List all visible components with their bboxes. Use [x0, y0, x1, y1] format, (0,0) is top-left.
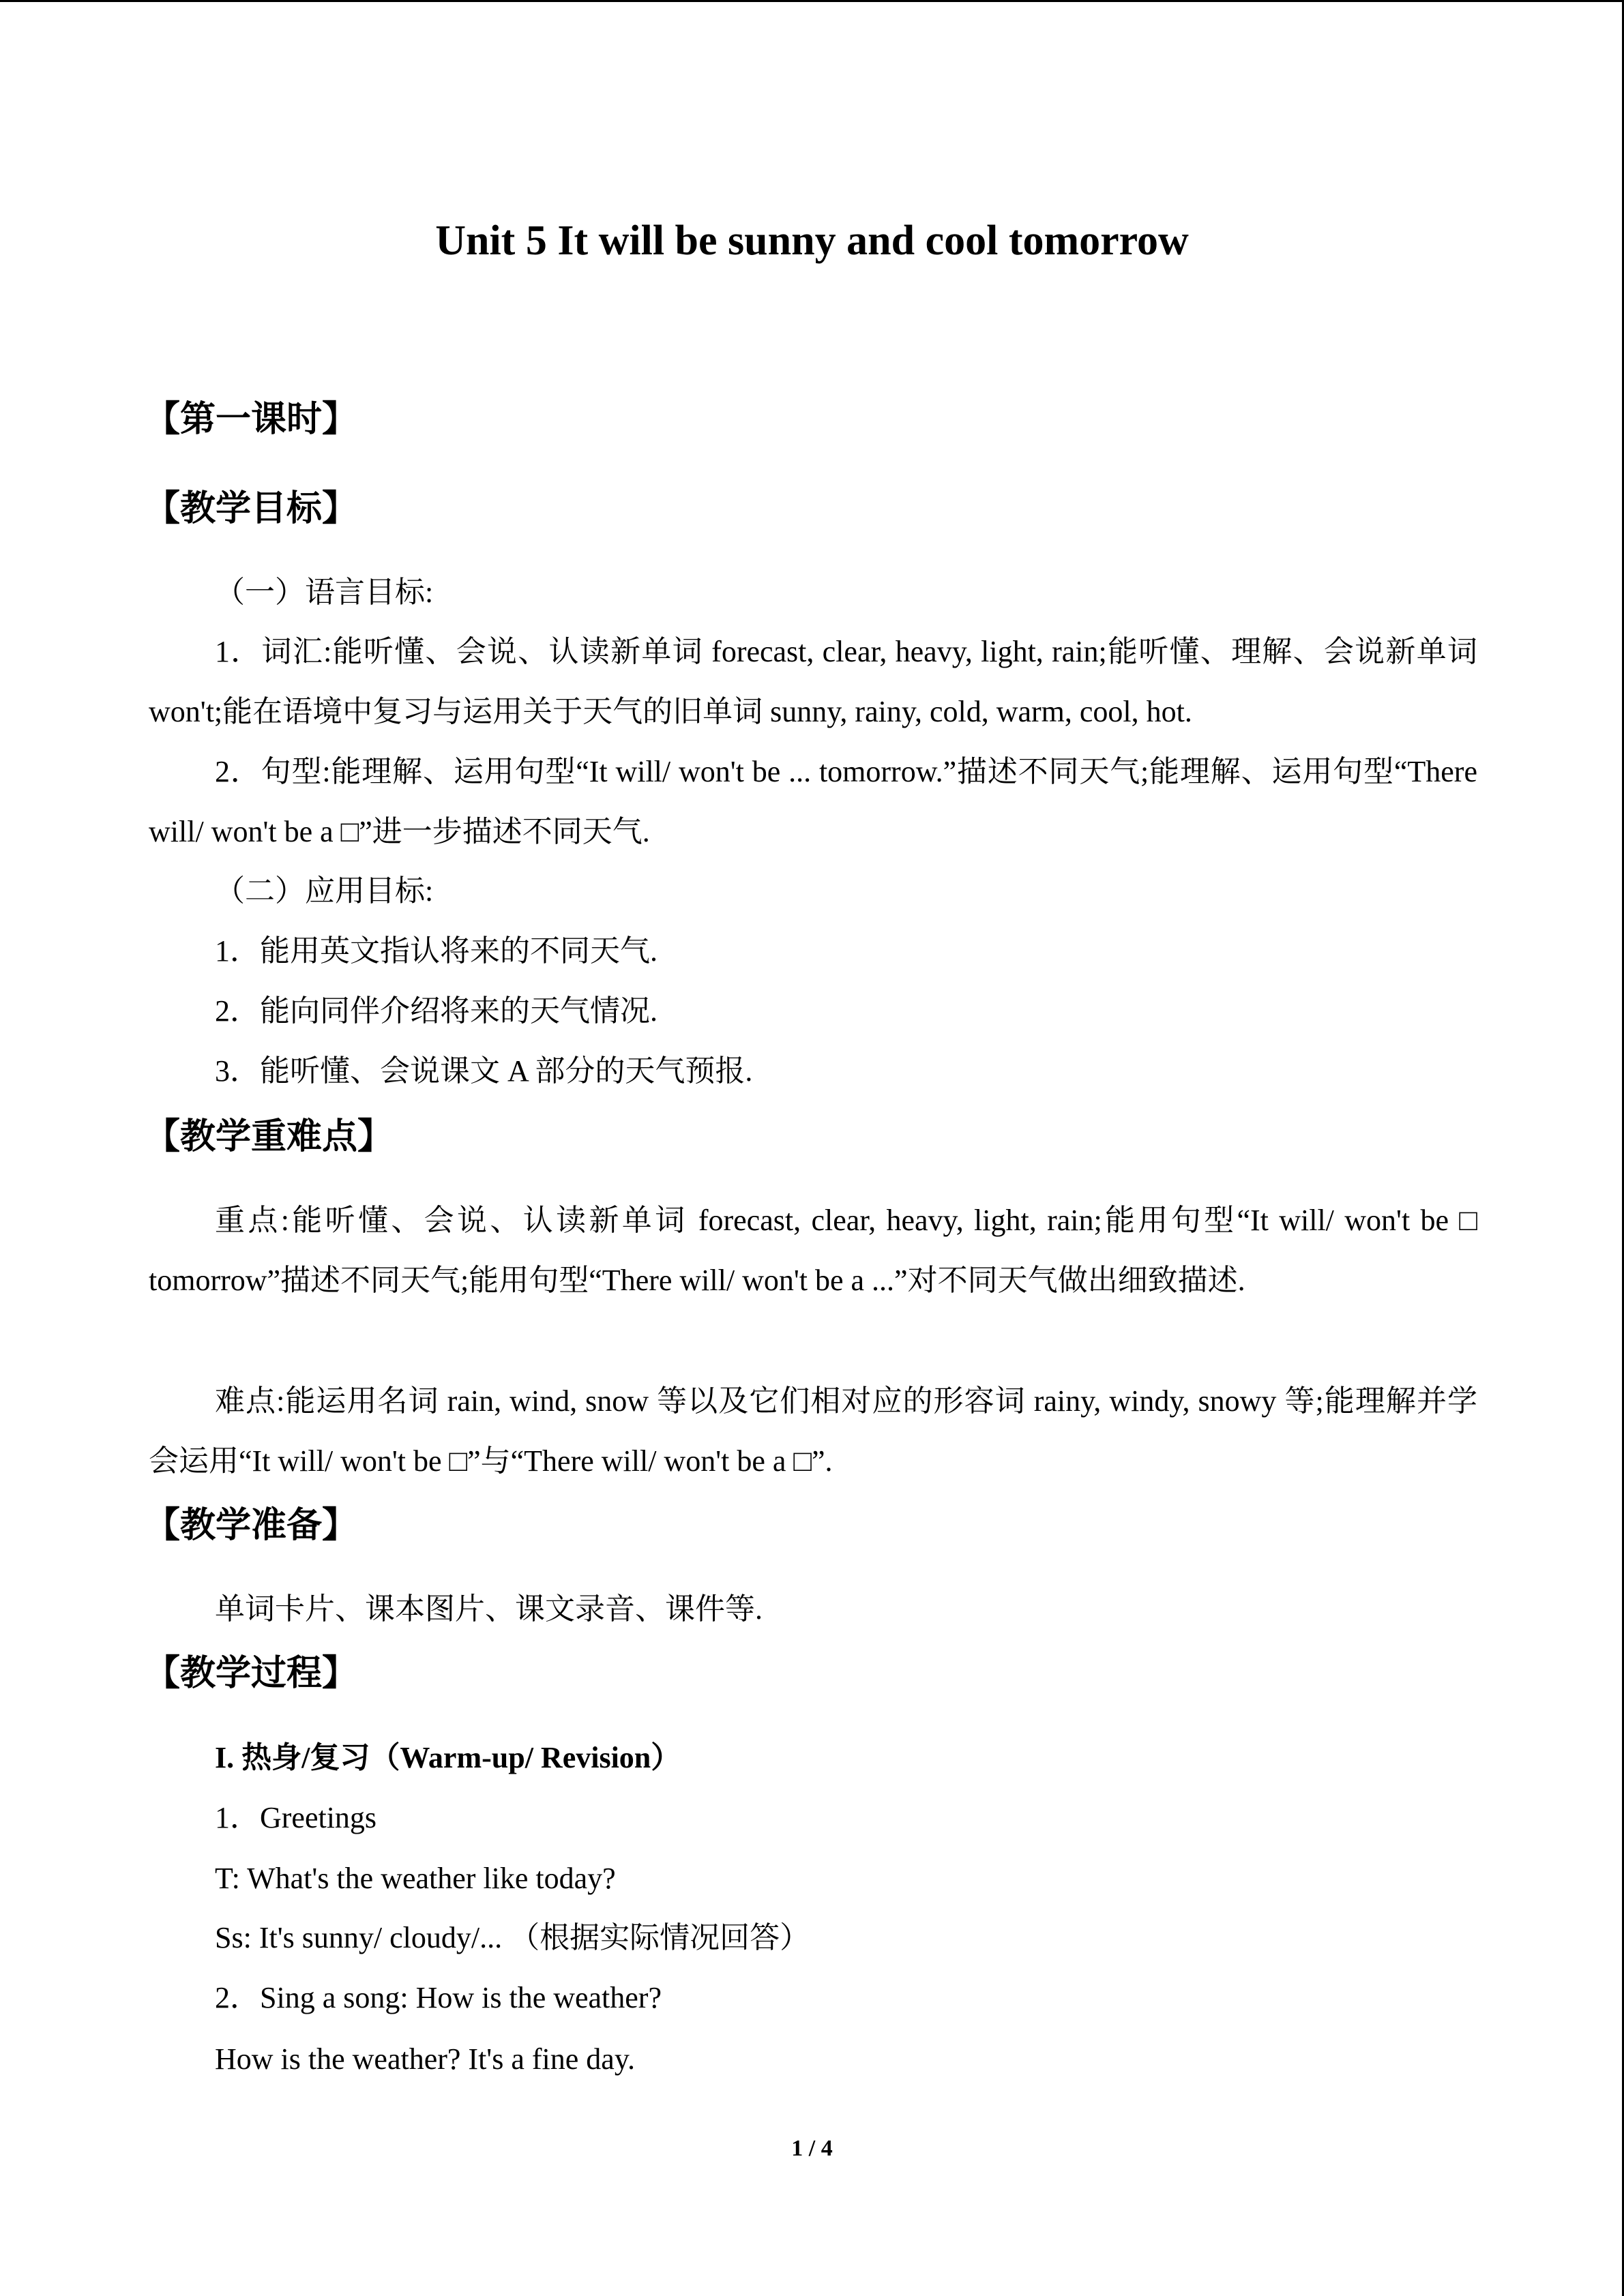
preparation-text: 单词卡片、课本图片、课文录音、课件等. — [215, 1592, 763, 1626]
greetings-item: 1．Greetings — [215, 1801, 377, 1834]
language-goal-label: （一）语言目标: — [215, 576, 434, 609]
difficulties-text: 难点:能运用名词 rain, wind, snow 等以及它们相对应的形容词 rainy, windy, snowy 等;能理解并学会运用“It will/ won't be □”与“There will/ won't be a □”. — [149, 1384, 1477, 1478]
key-points-text: 重点:能听懂、会说、认读新单词 forecast, clear, heavy, light, rain;能用句型“It will/ won't be □ tomorrow”描述不同天气;能用句型“There will/ won't be a ...”对不同天气做出细致描述. — [149, 1204, 1477, 1297]
song-item: 2．Sing a song: How is the weather? — [215, 1981, 662, 2014]
song-lyric: How is the weather? It's a fine day. — [215, 2042, 635, 2076]
lesson-heading: 【第一课时】 — [145, 399, 358, 440]
application-goal-label: （二）应用目标: — [215, 874, 434, 908]
process-heading: 【教学过程】 — [145, 1653, 358, 1694]
application-goal-1: 1．能用英文指认将来的不同天气. — [215, 934, 658, 968]
page-title: Unit 5 It will be sunny and cool tomorrow — [435, 218, 1189, 264]
application-goal-2: 2．能向同伴介绍将来的天气情况. — [215, 994, 658, 1028]
preparation-heading: 【教学准备】 — [145, 1505, 358, 1546]
page-edge-top — [0, 0, 1624, 2]
objectives-heading: 【教学目标】 — [145, 488, 358, 529]
application-goal-3: 3．能听懂、会说课文 A 部分的天气预报. — [215, 1054, 753, 1088]
teacher-line: T: What's the weather like today? — [215, 1862, 616, 1895]
key-points-heading: 【教学重难点】 — [145, 1116, 394, 1157]
warm-up-step-heading: I. 热身/复习（Warm-up/ Revision） — [215, 1741, 681, 1774]
vocabulary-goal: 1．词汇:能听懂、会说、认读新单词 forecast, clear, heavy, light, rain;能听懂、理解、会说新单词 won't;能在语境中复习与运用关于天气的旧单词 sunny, rainy, cold, warm, cool, hot. — [149, 635, 1477, 728]
students-line: Ss: It's sunny/ cloudy/... （根据实际情况回答） — [215, 1921, 810, 1954]
page-number: 1 / 4 — [791, 2136, 833, 2161]
sentence-pattern-goal: 2．句型:能理解、运用句型“It will/ won't be ... tomorrow.”描述不同天气;能理解、运用句型“There will/ won't be a □”进一步描述不同天气. — [149, 755, 1477, 848]
